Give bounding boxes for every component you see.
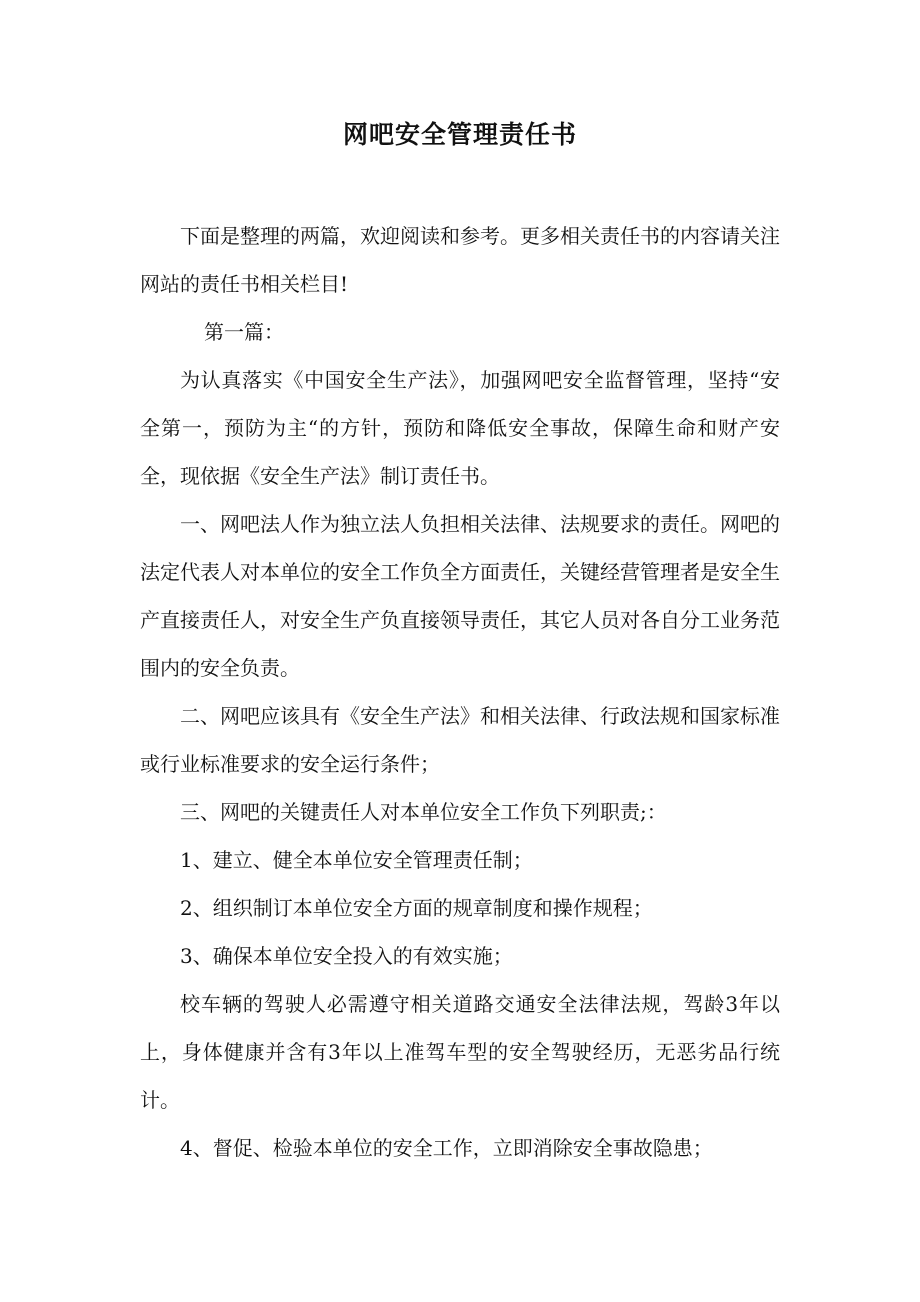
clause-paragraph: 一、网吧法人作为独立法人负担相关法律、法规要求的责任。网吧的法定代表人对本单位的安全工作负全方面责任，关键经营管理者是安全生产直接责任人，对安全生产负直接领导责任，其它人员对各自分工业务范围内的安全负责。 bbox=[140, 512, 780, 680]
list-item: 4、督促、检验本单位的安全工作，立即消除安全事故隐患； bbox=[180, 1136, 713, 1160]
list-item: 1、建立、健全本单位安全管理责任制； bbox=[180, 848, 533, 872]
list-item: 3、确保本单位安全投入的有效实施； bbox=[180, 944, 513, 968]
clause-paragraph: 二、网吧应该具有《安全生产法》和相关法律、行政法规和国家标准或行业标准要求的安全运行条件； bbox=[140, 704, 780, 776]
clause-paragraph: 三、网吧的关键责任人对本单位安全工作负下列职责;： bbox=[180, 800, 667, 824]
note-paragraph: 校车辆的驾驶人必需遵守相关道路交通安全法律法规，驾龄3年以上，身体健康并含有3年以上准驾车型的安全驾驶经历，无恶劣品行统计。 bbox=[140, 992, 780, 1112]
section-heading: 第一篇： bbox=[204, 320, 284, 344]
intro-paragraph: 下面是整理的两篇，欢迎阅读和参考。更多相关责任书的内容请关注网站的责任书相关栏目! bbox=[140, 224, 780, 296]
page-title: 网吧安全管理责任书 bbox=[342, 120, 577, 149]
preamble-paragraph: 为认真落实《中国安全生产法》，加强网吧安全监督管理，坚持“安全第一，预防为主“的方针，预防和降低安全事故，保障生命和财产安全，现依据《安全生产法》制订责任书。 bbox=[140, 368, 780, 488]
document-body bbox=[140, 212, 780, 1172]
list-item: 2、组织制订本单位安全方面的规章制度和操作规程； bbox=[180, 896, 653, 920]
